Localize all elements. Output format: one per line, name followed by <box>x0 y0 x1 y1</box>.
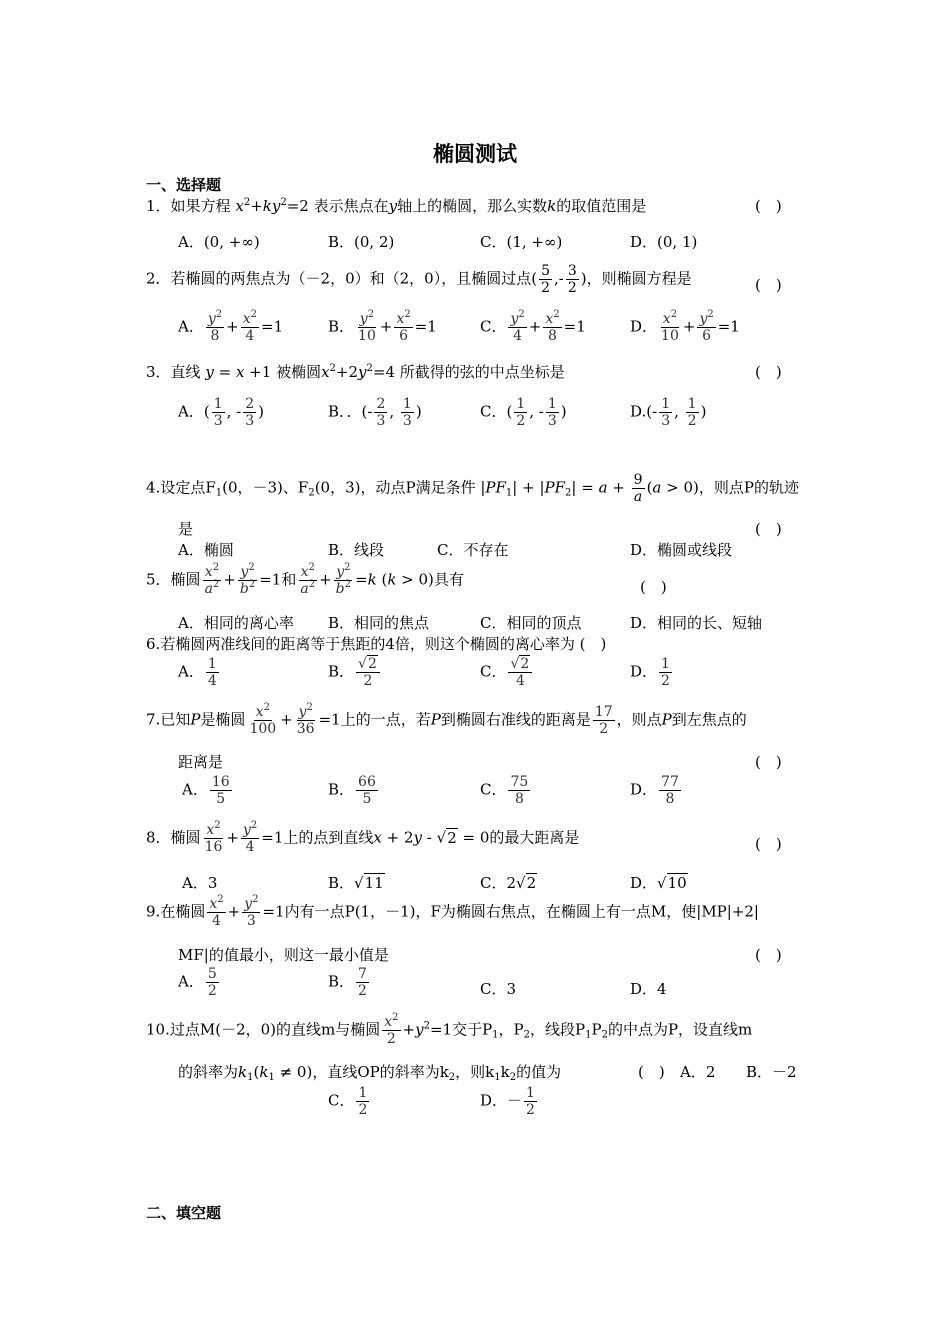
option-d: D． $\frac{x^2}{10}$ + $\frac{y^2}{6}$ =1 <box>630 309 740 345</box>
option-b: B．．(- $\frac{2}{3}$ , $\frac{1}{3}$ ) <box>328 396 422 430</box>
question-3: 3．直线 y = x +1 被椭圆$x^2+2y^2=4$ 所截得的弦的中点坐标是 <box>146 363 565 381</box>
section-choice-heading: 一、选择题 <box>146 176 222 194</box>
option-c: C．( $\frac{1}{2}$ , - $\frac{1}{3}$ ) <box>480 396 567 430</box>
question-7: 7.已知P是椭圆 $\frac{x^2}{100}$ + $\frac{y^2}{36}$ =1上的一点，若P到椭圆右准线的距离是 $\frac{17}{2}$ ，则点P到左焦点的 <box>146 702 747 738</box>
question-10: 10.过点M(－2，0)的直线m与椭圆 $\frac{x^2}{2}$ $+y^2=1$交于$P_1$，$P_2$，线段$P_1P_2$的中点为P，设直线m <box>146 1012 753 1048</box>
option-a: A． $\frac{1}{4}$ <box>178 656 217 690</box>
option-d: D．椭圆或线段 <box>630 541 733 559</box>
answer-blank: ( ) <box>755 946 782 964</box>
option-c: C． $\frac{75}{8}$ <box>480 774 529 808</box>
option-d: D．相同的长、短轴 <box>630 614 763 632</box>
section-fill-heading: 二、填空题 <box>146 1204 222 1222</box>
option-b: B． $\frac{66}{5}$ <box>328 774 376 808</box>
option-d: D． $\frac{1}{2}$ <box>630 656 670 690</box>
option-c: C． $\frac{√2}{4}$ <box>480 656 534 689</box>
answer-blank: ( ) <box>640 578 667 596</box>
option-d: D．(0, 1) <box>630 233 698 251</box>
option-a: A．( $\frac{1}{3}$ , - $\frac{2}{3}$ ) <box>178 396 265 430</box>
answer-blank: ( ) <box>755 197 782 215</box>
option-b: B．线段 <box>328 541 385 559</box>
question-9-continued: MF|的值最小，则这一最小值是 <box>178 946 389 964</box>
question-4: 4.设定点$F_1(0$，－3)、$F_2(0$，3)，动点P满足条件 $|PF_1| + |PF_2| = a$ + $\frac{9}{a}$ (a > 0)，则点P的轨迹 <box>146 472 799 506</box>
option-d: D． $\frac{77}{8}$ <box>630 774 679 808</box>
option-b: B．－2 <box>746 1063 797 1081</box>
option-b: B．相同的焦点 <box>328 614 430 632</box>
option-c: C．相同的顶点 <box>480 614 582 632</box>
option-d: D．4 <box>630 980 667 998</box>
option-b: B． $\frac{y^2}{10}$ + $\frac{x^2}{6}$ =1 <box>328 309 437 345</box>
option-a: A． $\frac{5}{2}$ <box>178 966 217 1000</box>
option-b: B． $\frac{7}{2}$ <box>328 966 367 1000</box>
option-c: C． $\frac{y^2}{4}$ + $\frac{x^2}{8}$ =1 <box>480 309 586 345</box>
option-c: C．(1, +∞) <box>480 233 563 251</box>
answer-blank: ( ) <box>638 1063 665 1081</box>
answer-blank: ( ) <box>755 276 782 294</box>
answer-blank: ( ) <box>755 753 782 771</box>
answer-blank: ( ) <box>755 520 782 538</box>
option-d: D.(- $\frac{1}{3}$ , $\frac{1}{2}$ ) <box>630 396 707 430</box>
option-a: A．(0, +∞) <box>178 233 260 251</box>
option-b: B．√11 <box>328 874 384 892</box>
question-4-continued: 是 <box>178 520 194 538</box>
question-9: 9.在椭圆 $\frac{x^2}{4}$ + $\frac{y^2}{3}$ =1内有一点P(1，－1)，F为椭圆右焦点，在椭圆上有一点M，使|MP|+2| <box>146 894 759 930</box>
option-c: C． $\frac{1}{2}$ <box>328 1085 368 1119</box>
page-title: 椭圆测试 <box>433 142 517 166</box>
option-d: D．－ $\frac{1}{2}$ <box>480 1085 535 1119</box>
option-c: C．3 <box>480 980 517 998</box>
question-1: 1．如果方程 $x^2+ky^2=2$ 表示焦点在y轴上的椭圆，那么实数k的取值范围是 <box>146 197 647 215</box>
option-a: A． $\frac{16}{5}$ <box>182 774 230 808</box>
option-c: C．不存在 <box>437 541 509 559</box>
option-a: A．相同的离心率 <box>178 614 294 632</box>
question-8: 8．椭圆 $\frac{x^2}{16}$ + $\frac{y^2}{4}$ =1上的点到直线x + 2y - √2 = 0的最大距离是 <box>146 820 580 856</box>
option-d: D．√10 <box>630 874 687 892</box>
answer-blank: ( ) <box>755 835 782 853</box>
option-b: B．(0, 2) <box>328 233 395 251</box>
option-b: B． $\frac{√2}{2}$ <box>328 656 382 689</box>
answer-blank: ( ) <box>755 363 782 381</box>
option-a: A．3 <box>182 874 218 892</box>
question-10-continued: 的斜率为$k_1(k_1 \ne 0)$，直线OP的斜率为$k_2$，则$k_1k_2$的值为 <box>178 1063 562 1083</box>
option-a: A．2 <box>680 1063 716 1081</box>
question-2: 2．若椭圆的两焦点为（－2，0）和（2，0），且椭圆过点( $\frac{5}{2}$ ,- $\frac{3}{2}$ )，则椭圆方程是 <box>146 263 692 297</box>
option-a: A． $\frac{y^2}{8}$ + $\frac{x^2}{4}$ =1 <box>178 309 284 345</box>
question-5: 5．椭圆 $\frac{x^2}{a^2}$ + $\frac{y^2}{b^2}$ =1和 $\frac{x^2}{a^2}$ + $\frac{y^2}{b^2}$ =k (k > 0)具有 <box>146 562 464 598</box>
question-7-continued: 距离是 <box>178 753 224 771</box>
option-c: C．2√2 <box>480 874 537 892</box>
question-6: 6.若椭圆两准线间的距离等于焦距的4倍，则这个椭圆的离心率为 ( ) <box>146 635 607 653</box>
option-a: A．椭圆 <box>178 541 234 559</box>
